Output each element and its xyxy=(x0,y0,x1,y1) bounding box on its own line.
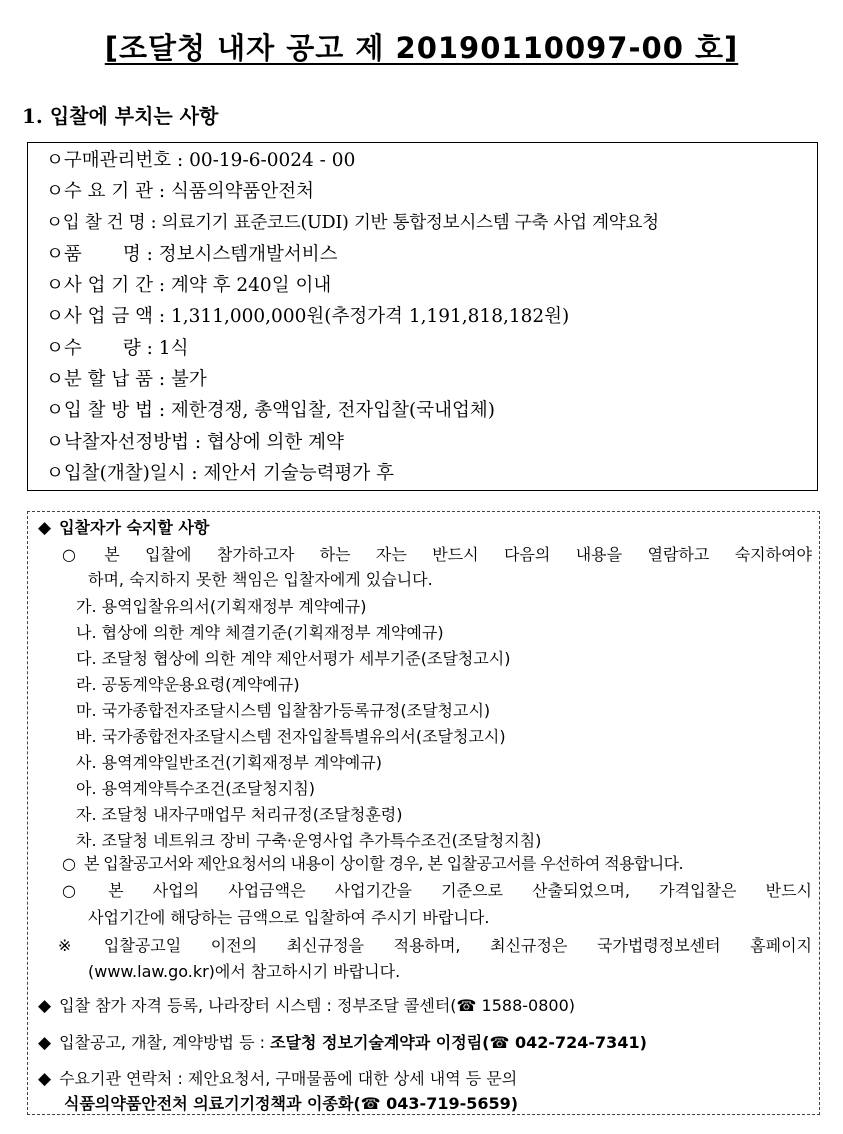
circle-bullet-icon: ○ xyxy=(62,545,97,564)
info-value: 계약 후 240일 이내 xyxy=(171,275,332,297)
info-colon: : xyxy=(140,337,159,359)
info-value: 1,311,000,000원(추정가격 1,191,818,182원) xyxy=(171,306,570,328)
info-label: 분 할 납 품 xyxy=(63,369,154,391)
info-value: 불가 xyxy=(171,369,207,391)
bid-info-box xyxy=(27,142,818,491)
regulation-item: 라. 공동계약운용요령(계약예규) xyxy=(76,675,300,694)
regulation-item: 다. 조달청 협상에 의한 계약 제안서평가 세부기준(조달청고시) xyxy=(76,649,511,668)
info-value: 정보시스템개발서비스 xyxy=(158,243,338,265)
info-value: 제안서 기술능력평가 후 xyxy=(203,462,395,484)
info-colon: : xyxy=(140,243,159,265)
info-value: 식품의약품안전처 xyxy=(171,181,314,203)
info-colon: : xyxy=(153,306,172,328)
info-label: 수 량 xyxy=(63,337,141,359)
info-row xyxy=(28,301,817,332)
section-heading: 1. 입찰에 부치는 사항 xyxy=(22,104,219,128)
info-label: 입찰(개찰)일시 xyxy=(63,462,186,484)
info-colon: : xyxy=(153,181,172,203)
info-label: 품 명 xyxy=(63,243,141,265)
info-value: 제한경쟁, 총액입찰, 전자입찰(국내업체) xyxy=(171,400,495,422)
info-label: 입 찰 방 법 xyxy=(63,400,154,422)
regulation-item: 사. 용역계약일반조건(기획재정부 계약예규) xyxy=(76,753,382,772)
regulation-item: 바. 국가종합전자조달시스템 전자입찰특별유의서(조달청고시) xyxy=(76,727,506,746)
info-label: 입 찰 건 명 xyxy=(62,212,146,233)
circle-bullet-icon: ○ xyxy=(62,854,76,873)
row-bullet-icon: ㅇ xyxy=(46,431,64,453)
info-row xyxy=(28,333,817,364)
reference-paragraph: ※ 입찰공고일 이전의 최신규정을 적용하며, 최신규정은 국가법령정보센터 홈페이지 xyxy=(58,936,812,955)
info-colon: : xyxy=(153,369,172,391)
regulation-item: 자. 조달청 내자구매업무 처리규정(조달청훈령) xyxy=(76,805,403,824)
info-colon: : xyxy=(188,431,207,453)
info-row xyxy=(28,364,817,395)
diamond-icon: ◆ xyxy=(38,1069,52,1089)
info-row xyxy=(28,458,817,489)
info-value: 협상에 의한 계약 xyxy=(206,431,344,453)
info-value: 00-19-6-0024 - 00 xyxy=(189,150,356,171)
notice-title: [조달청 내자 공고 제 20190110097-00 호] xyxy=(104,31,739,65)
info-label: 사 업 금 액 xyxy=(63,306,154,328)
info-label: 낙찰자선정방법 xyxy=(63,431,189,453)
info-value: 1식 xyxy=(158,337,189,359)
regulation-item: 마. 국가종합전자조달시스템 입찰참가등록규정(조달청고시) xyxy=(76,701,491,720)
info-row xyxy=(28,145,817,176)
info-colon: : xyxy=(153,275,172,297)
info-row xyxy=(28,270,817,301)
info-row xyxy=(28,176,817,207)
notice-heading: ◆ 입찰자가 숙지할 사항 xyxy=(38,518,210,538)
info-colon: : xyxy=(171,150,190,171)
reference-mark-icon: ※ xyxy=(58,936,96,955)
info-label: 수 요 기 관 xyxy=(63,181,154,203)
info-row xyxy=(28,427,817,458)
info-colon: : xyxy=(185,462,204,484)
diamond-icon: ◆ xyxy=(38,1033,52,1053)
intro-paragraph: ○ 본 입찰에 참가하고자 하는 자는 반드시 다음의 내용을 열람하고 숙지하여야 xyxy=(62,545,812,564)
row-bullet-icon: ㅇ xyxy=(46,212,63,233)
row-bullet-icon: ㅇ xyxy=(46,462,64,484)
info-row xyxy=(28,395,817,426)
priority-paragraph: ○ 본 입찰공고서와 제안요청서의 내용이 상이할 경우, 본 입찰공고서를 우선하여 적용합니다. xyxy=(62,854,683,873)
info-row xyxy=(28,208,817,239)
circle-bullet-icon: ○ xyxy=(62,881,101,900)
contact-registration: ◆ 입찰 참가 자격 등록, 나라장터 시스템 : 정부조달 콜센터(☎ 1588-0800) xyxy=(38,996,575,1016)
regulation-item: 차. 조달청 네트워크 장비 구축·운영사업 추가특수조건(조달청지침) xyxy=(76,831,542,850)
info-label: 사 업 기 간 xyxy=(63,275,154,297)
info-label: 구매관리번호 xyxy=(63,150,172,171)
info-value: 의료기기 표준코드(UDI) 기반 통합정보시스템 구축 사업 계약요청 xyxy=(161,212,659,233)
budget-paragraph: ○ 본 사업의 사업금액은 사업기간을 기준으로 산출되었으며, 가격입찰은 반드시 xyxy=(62,881,812,900)
contact-procurement: ◆ 입찰공고, 개찰, 계약방법 등 : 조달청 정보기술계약과 이정림(☎ 042-724-7341) xyxy=(38,1033,647,1053)
row-bullet-icon: ㅇ xyxy=(46,150,64,171)
row-bullet-icon: ㅇ xyxy=(46,337,64,359)
row-bullet-icon: ㅇ xyxy=(46,306,64,328)
contact-agency: ◆ 수요기관 연락처 : 제안요청서, 구매물품에 대한 상세 내역 등 문의 xyxy=(38,1069,518,1089)
diamond-icon: ◆ xyxy=(38,996,52,1016)
budget-paragraph-cont: 사업기간에 해당하는 금액으로 입찰하여 주시기 바랍니다. xyxy=(88,908,490,927)
regulation-item: 아. 용역계약특수조건(조달청지침) xyxy=(76,779,316,798)
regulation-item: 가. 용역입찰유의서(기획재정부 계약예규) xyxy=(76,597,367,616)
row-bullet-icon: ㅇ xyxy=(46,400,64,422)
regulation-item: 나. 협상에 의한 계약 체결기준(기획재정부 계약예규) xyxy=(76,623,444,642)
row-bullet-icon: ㅇ xyxy=(46,369,64,391)
row-bullet-icon: ㅇ xyxy=(46,275,64,297)
info-colon: : xyxy=(145,212,162,233)
contact-agency-detail: 식품의약품안전처 의료기기정책과 이종화(☎ 043-719-5659) xyxy=(64,1094,519,1113)
diamond-icon: ◆ xyxy=(38,518,52,538)
info-colon: : xyxy=(153,400,172,422)
info-row xyxy=(28,239,817,270)
row-bullet-icon: ㅇ xyxy=(46,243,64,265)
reference-paragraph-cont: (www.law.go.kr)에서 참고하시기 바랍니다. xyxy=(88,962,401,981)
bidder-notice-box xyxy=(27,511,820,1115)
row-bullet-icon: ㅇ xyxy=(46,181,64,203)
intro-paragraph-cont: 하며, 숙지하지 못한 책임은 입찰자에게 있습니다. xyxy=(88,570,433,589)
